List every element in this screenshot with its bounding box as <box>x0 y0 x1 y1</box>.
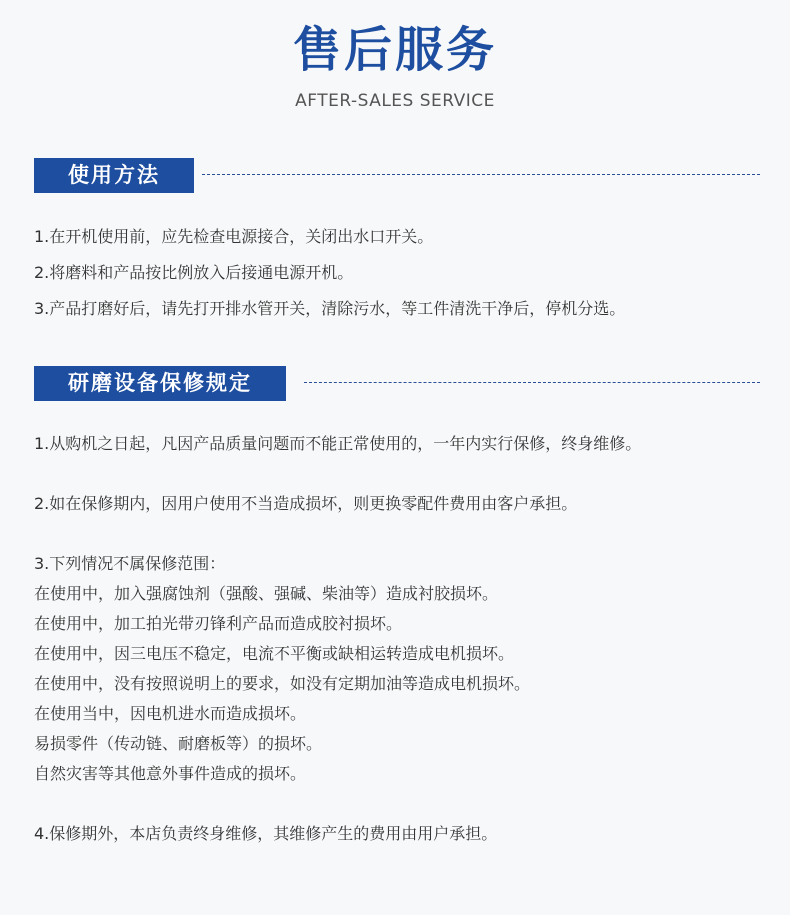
usage-item-1: 1.在开机使用前，应先检查电源接合，关闭出水口开关。 <box>34 227 434 246</box>
usage-section-header <box>34 158 760 193</box>
warranty-exclusion-item: 易损零件（传动链、耐磨板等）的损坏。 <box>34 734 323 753</box>
warranty-exclusion-item: 在使用中，加工拍光带刃锋利产品而造成胶衬损坏。 <box>34 614 403 633</box>
warranty-item-2: 2.如在保修期内，因用户使用不当造成损坏，则更换零配件费用由客户承担。 <box>34 494 578 513</box>
warranty-exclusion-item: 在使用中，没有按照说明上的要求，如没有定期加油等造成电机损坏。 <box>34 674 531 693</box>
warranty-item-3-title: 3.下列情况不属保修范围： <box>34 554 226 573</box>
warranty-exclusion-item: 在使用中，加入强腐蚀剂（强酸、强碱、柴油等）造成衬胶损坏。 <box>34 584 499 603</box>
usage-section-title: 使用方法 <box>34 158 194 193</box>
warranty-exclusion-item: 自然灾害等其他意外事件造成的损坏。 <box>34 764 307 783</box>
warranty-exclusion-item: 在使用中，因三电压不稳定，电流不平衡或缺相运转造成电机损坏。 <box>34 644 515 663</box>
warranty-item-4: 4.保修期外，本店负责终身维修，其维修产生的费用由用户承担。 <box>34 824 498 843</box>
warranty-exclusion-item: 在使用当中，因电机进水而造成损坏。 <box>34 704 307 723</box>
usage-item-3: 3.产品打磨好后，请先打开排水管开关，清除污水，等工件清洗干净后，停机分选。 <box>34 299 626 318</box>
section-divider <box>202 174 760 175</box>
section-divider <box>304 382 760 383</box>
warranty-item-1: 1.从购机之日起，凡因产品质量问题而不能正常使用的，一年内实行保修，终身维修。 <box>34 434 642 453</box>
warranty-section-header <box>34 366 760 401</box>
page-subtitle: AFTER-SALES SERVICE <box>295 91 495 111</box>
usage-item-2: 2.将磨料和产品按比例放入后接通电源开机。 <box>34 263 354 282</box>
warranty-section-title: 研磨设备保修规定 <box>34 366 286 401</box>
page-title: 售后服务 <box>292 22 497 78</box>
